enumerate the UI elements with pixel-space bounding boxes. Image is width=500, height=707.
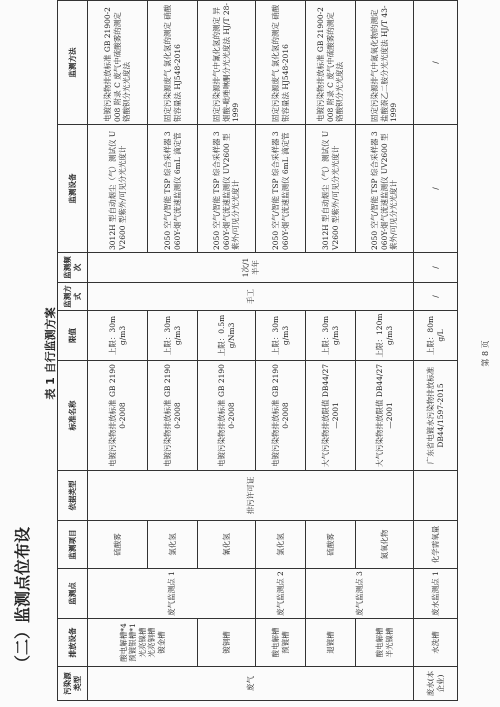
monitoring-frequency: / (414, 253, 458, 283)
standard-name: 电镀污染物排放标准 GB 21900-2008 (256, 361, 306, 471)
monitoring-method: 电镀污染物排放标准 GB 21900-2008 附录 C 废气中硫酸雾的测定 铬酸钡分光光度法 (88, 1, 148, 125)
table-row (88, 1, 148, 701)
col-header: 监测点 (58, 569, 88, 619)
col-header: 污染源类型 (58, 667, 88, 701)
equipment-item: 半光镍槽 (384, 627, 394, 658)
equipment-cell (256, 619, 306, 667)
limit-value: 上限：120mg/m3 (356, 311, 414, 361)
equipment-cell (88, 619, 198, 667)
equipment-cell (356, 619, 414, 667)
monitoring-point: 废气监测点 3 (306, 569, 414, 619)
limit-value: 上限：80mg/L (414, 311, 458, 361)
equipment-cell: 水洗槽 (414, 619, 458, 667)
limit-value: 上限：0.5mg/Nm3 (198, 311, 256, 361)
monitoring-plan-table (57, 0, 458, 701)
limit-value: 上限：30mg/m3 (88, 311, 148, 361)
source-type: 废气 (88, 667, 414, 701)
monitoring-item: 氯化氢 (256, 521, 306, 569)
equipment-item: 光亮镍槽 (137, 627, 147, 658)
equipment-item: 光亮铜槽 (147, 627, 157, 658)
table-caption: 表 1 自行监测方案 (44, 307, 57, 400)
equipment-item: 预镀银槽*1 (128, 623, 138, 662)
monitoring-item: 氰化氢 (198, 521, 256, 569)
equipment-cell: 退镀槽 (306, 619, 356, 667)
col-header: 监测方法 (58, 1, 88, 125)
monitoring-item: 氯化氢 (148, 521, 198, 569)
page-number: 第 8 页 (481, 340, 490, 367)
monitoring-point: 废水监测点 1 (414, 569, 458, 619)
monitoring-method: 固定污染源排气中氰化氢的测定 异烟酸-吡唑啉酮分光光度法 HJ/T 28-1999 (198, 1, 256, 125)
monitoring-mode: / (414, 283, 458, 311)
section-heading: （二）监测点位布设 (13, 526, 32, 671)
monitoring-device: / (414, 125, 458, 253)
monitoring-device: 2050 空气/智能 TSP 综合采样器 3060Y-烟气流速监测仪 UV2600 型紫外/可见分光光度计 (198, 125, 256, 253)
monitoring-method: / (414, 1, 458, 125)
limit-value: 上限：30mg/m3 (256, 311, 306, 361)
monitoring-item: 硫酸雾 (88, 521, 148, 569)
basis-type-empty (414, 471, 458, 521)
standard-name: 大气污染物排放限值 DB44/27—2001 (356, 361, 414, 471)
monitoring-item: 氮氧化物 (356, 521, 414, 569)
monitoring-point: 废气监测点 1 (88, 569, 256, 619)
monitoring-point: 废气监测点 2 (256, 569, 306, 619)
header-row (58, 1, 88, 701)
monitoring-device: 3012H 型自动烟尘（气）测试仪 UV2600 型紫外/可见分光光度计 (88, 125, 148, 253)
col-header: 监测项目 (58, 521, 88, 569)
monitoring-device: 2050 空气/智能 TSP 综合采样器 3060Y-烟气流速监测仪 6mL 滴定管 (148, 125, 198, 253)
monitoring-frequency: 1次/1半年 (88, 253, 414, 283)
equipment-item: 酸电解槽 (375, 627, 385, 658)
monitoring-device: 3012H 型自动烟尘（气）测试仪 UV2600 型紫外/可见分光光度计 (306, 125, 356, 253)
equipment-item: 酸电解槽 (271, 627, 281, 658)
col-header: 标准名称 (58, 361, 88, 471)
table-row (414, 1, 458, 701)
monitoring-method: 固定污染源排气中氮氧化物的测定 盐酸萘乙二胺分光光度法 HJ/T 43-1999 (356, 1, 414, 125)
col-header: 监测方式 (58, 283, 88, 311)
standard-name: 电镀污染物排放标准 GB 21900-2008 (148, 361, 198, 471)
monitoring-method: 电镀污染物排放标准 GB 21900-2008 附录 C 废气中硫酸雾的测定 铬酸钡分光光度法 (306, 1, 356, 125)
source-type: 废水(本企业) (414, 667, 458, 701)
col-header: 限值 (58, 311, 88, 361)
col-header: 监测设备 (58, 125, 88, 253)
monitoring-method: 固定污染源废气 氯化氢的测定 硝酸银容量法 HJ548-2016 (256, 1, 306, 125)
equipment-cell: 镀铜槽 (198, 619, 256, 667)
standard-name: 电镀污染物排放标准 GB 21900-2008 (198, 361, 256, 471)
col-header: 排放设备 (58, 619, 88, 667)
limit-value: 上限：30mg/m3 (148, 311, 198, 361)
monitoring-device: 2050 空气/智能 TSP 综合采样器 3060Y-烟气流速监测仪 UV2600 型紫外/可见分光光度计 (356, 125, 414, 253)
monitoring-method: 固定污染源废气 氯化氢的测定 硝酸银容量法 HJ548-2016 (148, 1, 198, 125)
monitoring-item: 化学需氧量 (414, 521, 458, 569)
monitoring-mode: 手工 (88, 283, 414, 311)
col-header: 监测频次 (58, 253, 88, 283)
standard-name: 广东省电镀水污染物排放标准 DB44/1597-2015 (414, 361, 458, 471)
limit-value: 上限：30mg/m3 (306, 311, 356, 361)
col-header: 依据类型 (58, 471, 88, 521)
basis-type: 排污许可证 (88, 471, 414, 521)
table-row (306, 1, 356, 701)
equipment-item: 酸电解槽*4 (119, 623, 129, 662)
standard-name: 大气污染物排放限值 DB44/27—2001 (306, 361, 356, 471)
table-row (256, 1, 306, 701)
standard-name: 电镀污染物排放标准 GB 21900-2008 (88, 361, 148, 471)
monitoring-item: 硫酸雾 (306, 521, 356, 569)
monitoring-device: 2050 空气/智能 TSP 综合采样器 3060Y-烟气流速监测仪 6mL 滴定管 (256, 125, 306, 253)
equipment-item: 预镀槽 (280, 631, 290, 654)
equipment-item: 镀金槽 (156, 631, 166, 654)
